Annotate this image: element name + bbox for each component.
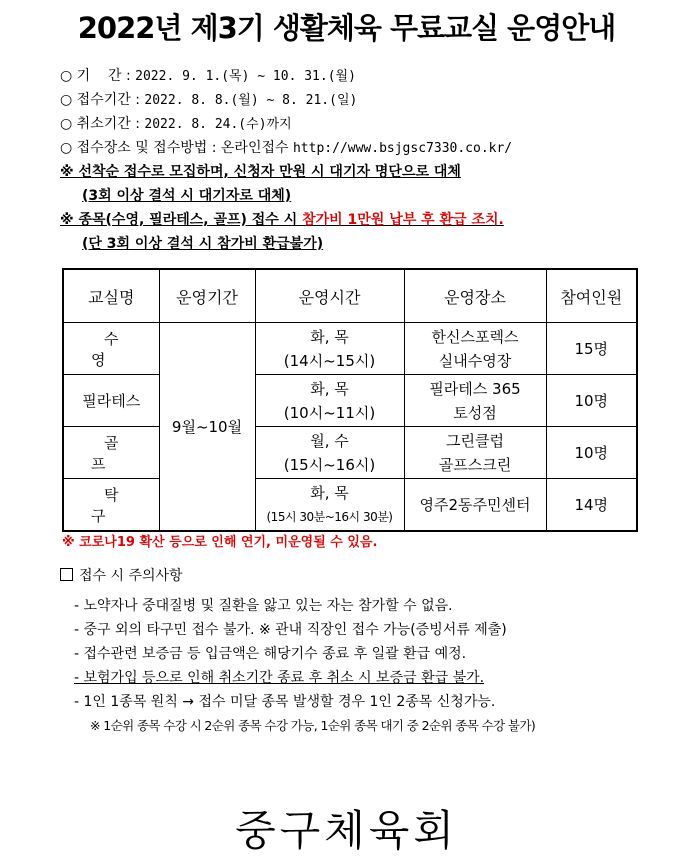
class-name: 수영	[91, 329, 145, 369]
header-time: 운영시간	[255, 269, 404, 323]
list-item: - 접수관련 보증금 등 입금액은 해당기수 종료 후 일괄 환급 예정.	[74, 646, 467, 662]
place-line-1: 필라테스 365	[429, 379, 521, 398]
apply-label: ○ 접수기간 :	[60, 92, 145, 108]
info-place	[60, 136, 512, 160]
table-row	[63, 323, 637, 375]
place-label: ○ 접수장소 및 접수방법 : 온라인접수	[60, 140, 293, 156]
notes-heading-text: 접수 시 주의사항	[79, 568, 183, 584]
header-period: 운영기간	[159, 269, 255, 323]
class-name-cell: 필라테스	[63, 375, 159, 427]
count-cell: 10명	[546, 427, 637, 479]
place-line-2: 실내수영장	[438, 351, 512, 370]
time-hours: (15시 30분~16시 30분)	[266, 509, 393, 524]
note-refund: (단 3회 이상 결석 시 참가비 환급불가)	[82, 236, 324, 252]
notes-heading	[60, 565, 183, 585]
note-fee	[60, 208, 512, 232]
class-name-cell	[63, 427, 159, 479]
place-line-1: 그린클럽	[446, 431, 504, 450]
place-url-link[interactable]: http://www.bsjgsc7330.co.kr/	[292, 141, 513, 156]
period-cell: 9월~10월	[159, 323, 255, 532]
time-cell	[255, 479, 404, 532]
place-line-1: 한신스포렉스	[431, 327, 519, 346]
time-hours: (15시~16시)	[283, 455, 376, 474]
class-name: 탁구	[91, 485, 145, 525]
note-first-come: ※ 선착순 접수로 모집하며, 신청자 만원 시 대기자 명단으로 대체	[60, 164, 461, 180]
place-line-2: 골프스크린	[438, 455, 512, 474]
table-row	[63, 479, 637, 532]
time-days: 월, 수	[310, 431, 349, 450]
organization-name: 중구체육회	[235, 806, 458, 855]
apply-value: 2022. 8. 8.(월) ~ 8. 21.(일)	[144, 93, 358, 108]
covid-notice: ※ 코로나19 확산 등으로 인해 연기, 미운영될 수 있음.	[62, 535, 378, 550]
time-hours: (14시~15시)	[283, 351, 376, 370]
place-cell	[404, 375, 546, 427]
schedule-table	[62, 268, 638, 532]
time-cell	[255, 323, 404, 375]
count-cell: 14명	[546, 479, 637, 532]
info-section	[60, 64, 512, 256]
cancel-label: ○ 취소기간 :	[60, 116, 145, 132]
header-class-name: 교실명	[63, 269, 159, 323]
list-item-sub: ※ 1순위 종목 수강 시 2순위 종목 수강 가능, 1순위 종목 대기 중 2순위 종목 수강 불가)	[90, 718, 536, 733]
table-header-row	[63, 269, 637, 323]
time-cell	[255, 375, 404, 427]
count-cell: 10명	[546, 375, 637, 427]
period-label: ○ 기 간 :	[60, 68, 136, 84]
header-count: 참여인원	[546, 269, 637, 323]
list-item: - 중구 외의 타구민 접수 불가. ※ 관내 직장인 접수 가능(증빙서류 제출)	[74, 622, 507, 638]
note-fee-red: 참가비 1만원 납부 후 환급 조치.	[302, 212, 504, 228]
table-row	[63, 427, 637, 479]
info-cancel	[60, 112, 512, 136]
info-apply	[60, 88, 512, 112]
notes-list	[74, 594, 535, 738]
place-cell	[404, 427, 546, 479]
note-waitlist: (3회 이상 결석 시 대기자로 대체)	[82, 188, 292, 204]
time-days: 화, 목	[310, 379, 349, 398]
note-fee-text: ※ 종목(수영, 필라테스, 골프) 접수 시	[60, 212, 303, 228]
class-name: 골프	[91, 433, 145, 473]
page-title: 2022년 제3기 생활체육 무료교실 운영안내	[77, 11, 616, 45]
header-place: 운영장소	[404, 269, 546, 323]
place-line-2: 토성점	[453, 403, 497, 422]
cancel-value: 2022. 8. 24.(수)까지	[144, 117, 292, 132]
count-cell: 15명	[546, 323, 637, 375]
table-row	[63, 375, 637, 427]
class-name-cell	[63, 479, 159, 532]
list-item: - 노약자나 중대질병 및 질환을 앓고 있는 자는 참가할 수 없음.	[74, 598, 453, 614]
period-value: 2022. 9. 1.(목) ~ 10. 31.(월)	[135, 69, 356, 84]
list-item: - 보험가입 등으로 인해 취소기간 종료 후 취소 시 보증금 환급 불가.	[74, 670, 485, 686]
class-name-cell	[63, 323, 159, 375]
time-days: 화, 목	[310, 327, 349, 346]
time-days: 화, 목	[310, 483, 349, 502]
checkbox-square-icon	[60, 568, 73, 581]
time-hours: (10시~11시)	[283, 403, 376, 422]
info-period	[60, 64, 512, 88]
time-cell	[255, 427, 404, 479]
place-cell	[404, 323, 546, 375]
list-item: - 1인 1종목 원칙 → 접수 미달 종목 발생할 경우 1인 2종목 신청가능.	[74, 694, 496, 710]
place-cell: 영주2동주민센터	[404, 479, 546, 532]
